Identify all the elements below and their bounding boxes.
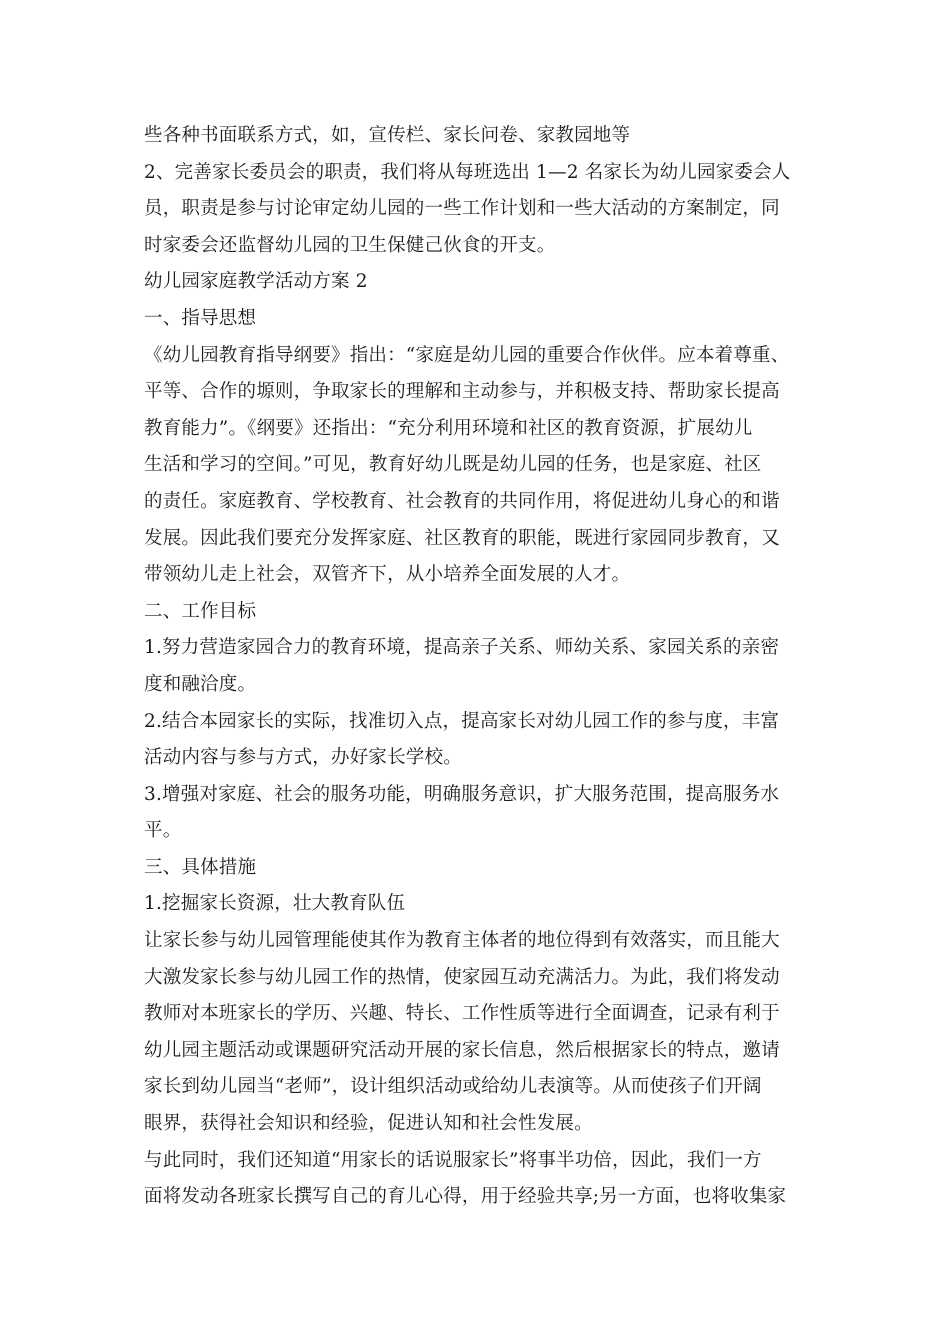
text-line: 些各种书面联系方式，如，宣传栏、家长问卷、家教园地等 bbox=[144, 125, 631, 146]
text-line: 活动内容与参与方式，办好家长学校。 bbox=[144, 747, 462, 769]
section-heading: 一、指导思想 bbox=[144, 307, 257, 329]
text-line: 度和融洽度。 bbox=[144, 673, 257, 695]
text-line: 1.努力营造家园合力的教育环境，提高亲子关系、师幼关系、家园关系的亲密 bbox=[144, 637, 780, 659]
text-line: 大激发家长参与幼儿园工作的热情，使家园互动充满活力。为此，我们将发动 bbox=[144, 966, 780, 988]
text-line: 平。 bbox=[144, 820, 182, 842]
section-title: 幼儿园家庭教学活动方案 2 bbox=[144, 271, 368, 293]
text-line: 眼界，获得社会知识和经验，促进认知和社会性发展。 bbox=[144, 1113, 593, 1135]
document-body bbox=[144, 118, 810, 1216]
text-line: 家长到幼儿园当“老师”，设计组织活动或给幼儿表演等。从而使孩子们开阔 bbox=[144, 1076, 762, 1098]
text-line: 教育能力”。《纲要》还指出：“充分利用环境和社区的教育资源，扩展幼儿 bbox=[144, 417, 753, 439]
text-line: 3.增强对家庭、社会的服务功能，明确服务意识，扩大服务范围，提高服务水 bbox=[144, 783, 780, 805]
text-line: 面将发动各班家长撰写自己的育儿心得，用于经验共享;另一方面，也将收集家 bbox=[144, 1186, 787, 1208]
subsection-heading: 1.挖掘家长资源，壮大教育队伍 bbox=[144, 893, 406, 915]
text-line: 2、完善家长委员会的职责，我们将从每班选出 1—2 名家长为幼儿园家委会人 bbox=[144, 161, 791, 183]
text-line: 教师对本班家长的学历、兴趣、特长、工作性质等进行全面调查，记录有利于 bbox=[144, 1003, 780, 1025]
text-line: 幼儿园主题活动或课题研究活动开展的家长信息，然后根据家长的特点，邀请 bbox=[144, 1039, 780, 1061]
section-heading: 二、工作目标 bbox=[144, 600, 257, 622]
text-line: 的责任。家庭教育、学校教育、社会教育的共同作用，将促进幼儿身心的和谐 bbox=[144, 490, 780, 512]
text-line: 员，职责是参与讨论审定幼儿园的一些工作计划和一些大活动的方案制定，同 bbox=[144, 198, 780, 220]
text-line: 让家长参与幼儿园管理能使其作为教育主体者的地位得到有效落实，而且能大 bbox=[144, 930, 780, 952]
text-line: 平等、合作的塬则，争取家长的理解和主动参与，并积极支持、帮助家长提高 bbox=[144, 381, 780, 403]
text-line: 《幼儿园教育指导纲要》指出：“家庭是幼儿园的重要合作伙伴。应本着尊重、 bbox=[144, 344, 790, 366]
text-line: 时家委会还监督幼儿园的卫生保健己伙食的开支。 bbox=[144, 234, 556, 256]
text-line: 2.结合本园家长的实际，找准切入点，提高家长对幼儿园工作的参与度，丰富 bbox=[144, 710, 780, 732]
text-line: 带领幼儿走上社会，双管齐下，从小培养全面发展的人才。 bbox=[144, 564, 631, 586]
text-line: 生活和学习的空间。”可见，教育好幼儿既是幼儿园的任务，也是家庭、社区 bbox=[144, 454, 762, 476]
text-line: 发展。因此我们要充分发挥家庭、社区教育的职能，既进行家园同步教育，又 bbox=[144, 527, 780, 549]
section-heading: 三、具体措施 bbox=[144, 856, 257, 878]
text-line: 与此同时，我们还知道“用家长的话说服家长”将事半功倍，因此，我们一方 bbox=[144, 1149, 762, 1171]
